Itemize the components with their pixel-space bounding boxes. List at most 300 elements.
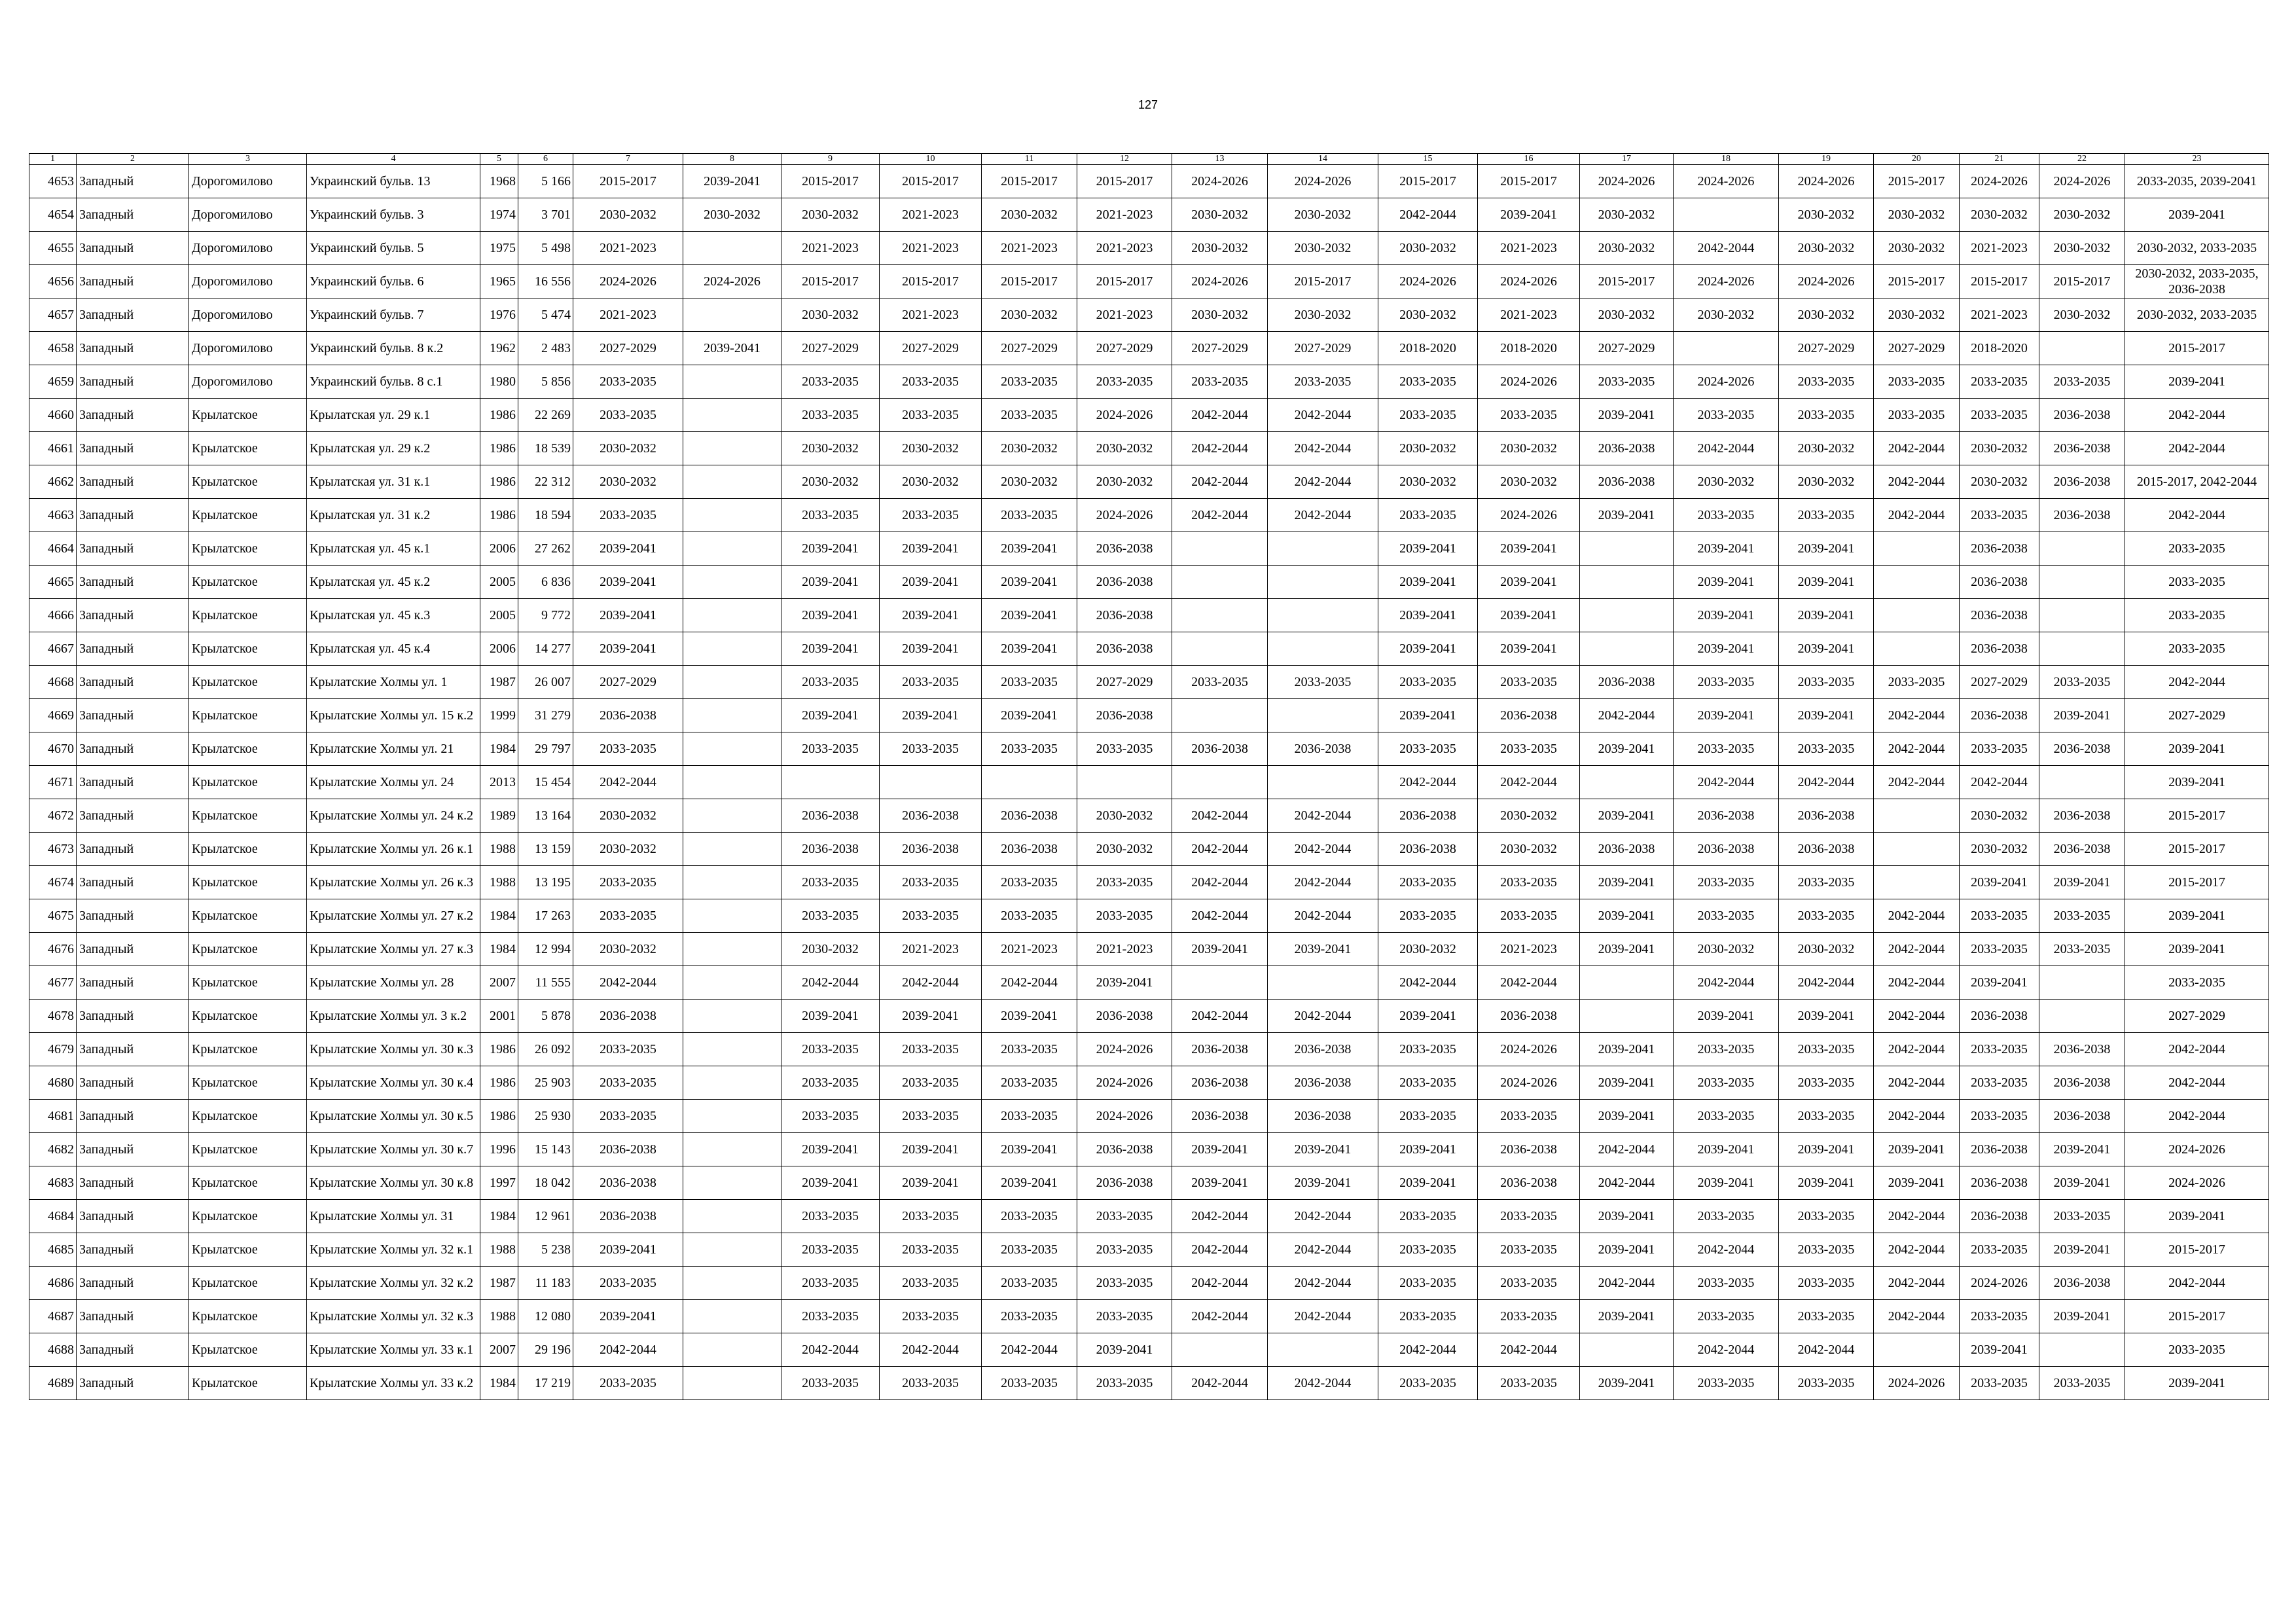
table-cell: Крылатская ул. 31 к.1 [307,465,480,499]
table-cell: 1988 [480,833,518,866]
table-cell: 2033-2035 [982,666,1077,699]
table-cell: 2033-2035 [1077,1367,1172,1400]
table-cell: 2039-2041 [781,1133,880,1166]
table-cell: 2005 [480,566,518,599]
table-cell: 1988 [480,866,518,899]
table-cell: 2027-2029 [781,332,880,365]
table-row [29,632,2269,666]
table-cell: 5 474 [518,298,573,332]
table-cell: 2030-2032 [982,198,1077,232]
table-cell: 2033-2035 [1779,365,1874,399]
column-number-cell: 4 [307,154,480,165]
table-cell: 1986 [480,465,518,499]
table-cell: 1999 [480,699,518,732]
table-cell: Крылатское [189,1000,307,1033]
table-cell: 2033-2035 [880,1267,982,1300]
table-cell: 12 961 [518,1200,573,1233]
table-cell [1172,599,1268,632]
table-cell: 2021-2023 [880,198,982,232]
table-cell: 2033-2035 [1674,666,1779,699]
table-cell: 2039-2041 [1674,699,1779,732]
table-cell: 2033-2035 [1779,399,1874,432]
table-cell: Крылатское [189,699,307,732]
column-number-cell: 13 [1172,154,1268,165]
table-cell: 2036-2038 [1268,732,1378,766]
table-cell: 2042-2044 [1874,1000,1960,1033]
table-cell: 2033-2035 [1674,1100,1779,1133]
table-cell: 2027-2029 [2125,699,2269,732]
table-cell: 2033-2035 [982,1066,1077,1100]
table-cell: Крылатские Холмы ул. 33 к.1 [307,1333,480,1367]
table-cell: 2036-2038 [1779,799,1874,833]
table-cell: 1987 [480,1267,518,1300]
table-row [29,432,2269,465]
table-cell: 2033-2035 [1674,1367,1779,1400]
column-number-header [29,154,2269,165]
table-cell: 2036-2038 [2039,1100,2125,1133]
table-cell: 2033-2035 [1779,1233,1874,1267]
table-cell: 1986 [480,1066,518,1100]
table-cell: 2039-2041 [1580,499,1674,532]
table-cell: 2033-2035 [781,1367,880,1400]
table-cell: 2042-2044 [1378,1333,1478,1367]
table-cell: Крылатские Холмы ул. 26 к.1 [307,833,480,866]
table-cell: 2015-2017 [781,265,880,298]
table-cell: 2024-2026 [1378,265,1478,298]
table-cell: 2042-2044 [1268,866,1378,899]
table-cell: 2033-2035 [1779,732,1874,766]
table-cell: 2030-2032 [1077,432,1172,465]
table-cell: 26 092 [518,1033,573,1066]
table-cell: 2021-2023 [1478,232,1580,265]
table-cell: 2021-2023 [781,232,880,265]
table-cell: 4688 [29,1333,77,1367]
table-cell: 1984 [480,1200,518,1233]
table-cell: 2042-2044 [1874,966,1960,1000]
table-cell: 2033-2035 [1779,1300,1874,1333]
table-cell: 2033-2035 [1077,1267,1172,1300]
table-cell: 2036-2038 [982,799,1077,833]
table-cell: 2033-2035 [573,732,683,766]
table-cell: 2033-2035 [573,499,683,532]
table-row [29,732,2269,766]
table-cell: Крылатское [189,732,307,766]
table-cell: 2033-2035 [982,1367,1077,1400]
table-cell [683,966,781,1000]
table-cell: 2030-2032 [1580,198,1674,232]
table-cell: 2033-2035 [1077,1200,1172,1233]
table-cell: 2036-2038 [1378,833,1478,866]
column-number-cell: 17 [1580,154,1674,165]
table-cell: 2039-2041 [2125,1200,2269,1233]
table-cell: 2033-2035 [982,1200,1077,1233]
table-cell: Западный [77,432,189,465]
table-cell: 2033-2035 [573,1267,683,1300]
table-cell: 2033-2035 [781,1233,880,1267]
schedule-table [29,153,2269,1400]
table-cell: 2024-2026 [1674,165,1779,198]
table-cell: 2042-2044 [1172,1233,1268,1267]
table-cell: 2033-2035 [982,899,1077,933]
table-cell: 2033-2035 [1960,1066,2039,1100]
table-cell: Крылатское [189,1133,307,1166]
table-cell: 2033-2035 [573,899,683,933]
table-cell: 2036-2038 [1077,599,1172,632]
table-cell: 1986 [480,1033,518,1066]
table-cell: 29 196 [518,1333,573,1367]
table-cell: 2039-2041 [2039,1300,2125,1333]
table-cell: 2039-2041 [1378,1133,1478,1166]
table-row [29,566,2269,599]
table-cell: 1986 [480,432,518,465]
table-cell: 2033-2035 [982,1100,1077,1133]
table-cell: Украинский бульв. 5 [307,232,480,265]
table-cell: 2021-2023 [1478,933,1580,966]
table-cell: 2042-2044 [1268,499,1378,532]
table-cell: 2042-2044 [1172,432,1268,465]
table-cell: 2039-2041 [2039,1166,2125,1200]
table-cell: 2024-2026 [1779,165,1874,198]
table-cell: 2039-2041 [1478,532,1580,566]
table-cell: 2039-2041 [2125,1367,2269,1400]
table-cell: Западный [77,499,189,532]
table-cell: 2036-2038 [573,1133,683,1166]
table-cell: 2027-2029 [573,666,683,699]
table-cell [683,465,781,499]
table-cell [683,699,781,732]
table-cell: 2024-2026 [1874,1367,1960,1400]
table-cell: 2033-2035 [1378,1200,1478,1233]
table-cell: Дорогомилово [189,365,307,399]
table-cell: 2033-2035 [2039,899,2125,933]
table-cell: 2042-2044 [1674,1333,1779,1367]
table-cell: Крылатские Холмы ул. 24 к.2 [307,799,480,833]
table-cell: 2039-2041 [1960,966,2039,1000]
table-cell: 2030-2032 [1268,298,1378,332]
table-cell: 13 164 [518,799,573,833]
table-cell: 2042-2044 [1268,1300,1378,1333]
table-cell: 2033-2035 [2125,532,2269,566]
table-cell: 2039-2041 [1172,1166,1268,1200]
table-cell [880,766,982,799]
table-cell [2039,566,2125,599]
table-cell: 2030-2032 [1960,833,2039,866]
table-row [29,1367,2269,1400]
table-row [29,1200,2269,1233]
table-cell: 2033-2035 [1779,1066,1874,1100]
table-cell: 2042-2044 [2125,432,2269,465]
table-cell: 2039-2041 [1960,1333,2039,1367]
table-cell: 2036-2038 [1077,566,1172,599]
table-cell: Крылатское [189,666,307,699]
table-cell: 17 219 [518,1367,573,1400]
table-cell: 2033-2035 [880,1233,982,1267]
table-cell: 2033-2035 [1077,365,1172,399]
table-cell: 2027-2029 [1874,332,1960,365]
table-cell: 2030-2032 [982,432,1077,465]
table-cell: Западный [77,165,189,198]
column-number-cell: 8 [683,154,781,165]
table-cell: Западный [77,1367,189,1400]
column-number-cell: 6 [518,154,573,165]
table-cell: 2039-2041 [982,1166,1077,1200]
table-cell: Западный [77,1000,189,1033]
table-cell: 2033-2035 [1077,1300,1172,1333]
table-cell: 2042-2044 [1378,198,1478,232]
column-number-cell: 9 [781,154,880,165]
table-cell: 18 594 [518,499,573,532]
table-cell: 2024-2026 [573,265,683,298]
table-cell [683,1200,781,1233]
table-cell: 2042-2044 [1874,899,1960,933]
table-cell: 2033-2035 [1674,732,1779,766]
table-cell: 2033-2035 [880,899,982,933]
table-cell: 2024-2026 [1268,165,1378,198]
table-cell: 2042-2044 [781,1333,880,1367]
table-cell: 2030-2032 [1779,465,1874,499]
table-cell: 2030-2032 [1874,232,1960,265]
table-cell [2039,1000,2125,1033]
table-cell: 2042-2044 [2125,1267,2269,1300]
table-cell: 2039-2041 [2125,365,2269,399]
table-cell: Крылатская ул. 29 к.1 [307,399,480,432]
table-cell: 2039-2041 [573,1233,683,1267]
table-cell: 2033-2035 [781,666,880,699]
table-cell: 4655 [29,232,77,265]
table-cell: 2033-2035 [781,1100,880,1133]
table-cell: 2015-2017 [1960,265,2039,298]
table-cell: 2042-2044 [1874,465,1960,499]
table-cell: Крылатские Холмы ул. 27 к.3 [307,933,480,966]
table-cell: 2033-2035 [2125,1333,2269,1367]
table-cell: 2015-2017 [2125,833,2269,866]
table-cell [683,732,781,766]
table-cell: 2036-2038 [1779,833,1874,866]
table-cell: 2033-2035 [2125,966,2269,1000]
table-cell: Крылатское [189,1200,307,1233]
table-cell: 2036-2038 [573,1166,683,1200]
table-cell: Дорогомилово [189,298,307,332]
table-row [29,966,2269,1000]
table-cell: 2007 [480,1333,518,1367]
table-cell: 2039-2041 [1580,1233,1674,1267]
table-cell: 2030-2032, 2033-2035, 2036-2038 [2125,265,2269,298]
table-cell: 2033-2035 [880,499,982,532]
table-cell: 2033-2035 [1674,866,1779,899]
table-cell: Крылатское [189,532,307,566]
table-cell: 2039-2041 [1580,866,1674,899]
table-cell: 2033-2035 [1960,399,2039,432]
table-cell: 2039-2041 [2125,933,2269,966]
table-cell: Украинский бульв. 13 [307,165,480,198]
table-cell: 2015-2017 [982,265,1077,298]
table-cell: 2033-2035 [781,866,880,899]
table-cell: Западный [77,298,189,332]
table-row [29,933,2269,966]
table-cell: Крылатское [189,1300,307,1333]
table-cell: 2027-2029 [1779,332,1874,365]
table-cell: 2033-2035 [1779,1367,1874,1400]
table-cell [1172,766,1268,799]
table-cell: 2042-2044 [1779,966,1874,1000]
table-cell: 2030-2032 [1172,298,1268,332]
table-cell: 3 701 [518,198,573,232]
table-cell: 2036-2038 [982,833,1077,866]
table-cell: 2039-2041 [2125,766,2269,799]
table-cell: 16 556 [518,265,573,298]
table-cell: 2042-2044 [573,1333,683,1367]
table-cell: 2015-2017 [2125,1300,2269,1333]
table-cell: 4661 [29,432,77,465]
table-cell: Западный [77,799,189,833]
table-cell: 2036-2038 [1674,799,1779,833]
table-cell: 2033-2035 [1478,666,1580,699]
table-cell [683,365,781,399]
table-cell: 2042-2044 [1874,1033,1960,1066]
table-cell: 2015-2017 [573,165,683,198]
table-cell: 2033-2035 [982,1233,1077,1267]
table-cell: 2033-2035 [2125,566,2269,599]
table-cell: 2039-2041 [880,632,982,666]
table-cell: Украинский бульв. 3 [307,198,480,232]
table-cell: 2036-2038 [1960,599,2039,632]
table-cell: 2030-2032 [1960,198,2039,232]
table-cell: 2042-2044 [1268,399,1378,432]
table-cell: Крылатское [189,866,307,899]
table-cell: 2030-2032 [982,298,1077,332]
table-cell [1874,799,1960,833]
table-cell: 5 856 [518,365,573,399]
table-cell: 2024-2026 [1077,1100,1172,1133]
column-number-cell: 22 [2039,154,2125,165]
table-cell: 2033-2035 [573,365,683,399]
table-cell: 2024-2026 [1478,1033,1580,1066]
table-cell: 2042-2044 [1674,432,1779,465]
table-cell: 2033-2035 [1268,666,1378,699]
table-cell: 2013 [480,766,518,799]
table-cell: 2033-2035 [1779,1200,1874,1233]
table-cell: 2033-2035 [1779,499,1874,532]
table-cell [2039,599,2125,632]
table-cell: 2033-2035 [1478,1300,1580,1333]
table-cell: 2033-2035 [982,399,1077,432]
table-cell: 2036-2038 [880,833,982,866]
column-number-cell: 3 [189,154,307,165]
table-cell: 2036-2038 [1960,699,2039,732]
table-cell: Украинский бульв. 8 с.1 [307,365,480,399]
table-cell: 4682 [29,1133,77,1166]
table-cell: 2033-2035 [781,899,880,933]
table-cell: 1987 [480,666,518,699]
table-cell: 2033-2035 [1478,1367,1580,1400]
table-cell: 2015-2017 [1874,265,1960,298]
table-cell: Крылатские Холмы ул. 32 к.1 [307,1233,480,1267]
table-cell: 2024-2026 [1172,265,1268,298]
table-cell: 2033-2035 [573,1100,683,1133]
table-cell: 4668 [29,666,77,699]
table-cell: 15 143 [518,1133,573,1166]
table-cell: 2036-2038 [781,833,880,866]
table-cell: 4666 [29,599,77,632]
table-row [29,332,2269,365]
table-cell: 2039-2041 [1268,933,1378,966]
column-number-cell: 21 [1960,154,2039,165]
table-cell: 2015-2017, 2042-2044 [2125,465,2269,499]
table-cell: 2036-2038 [1478,1000,1580,1033]
table-cell: 2042-2044 [1874,1100,1960,1133]
table-cell: 2036-2038 [1580,833,1674,866]
table-cell: 2036-2038 [1172,1100,1268,1133]
table-cell: 2030-2032 [1960,432,2039,465]
table-cell: Западный [77,666,189,699]
table-cell: 2030-2032 [1779,198,1874,232]
table-cell: 2030-2032 [2039,198,2125,232]
table-cell: 4669 [29,699,77,732]
table-cell: 2036-2038 [2039,465,2125,499]
table-cell: Крылатские Холмы ул. 30 к.4 [307,1066,480,1100]
table-cell: 2033-2035 [1172,666,1268,699]
table-cell [683,532,781,566]
table-cell [1580,566,1674,599]
table-cell: 2030-2032 [1674,465,1779,499]
table-row [29,1166,2269,1200]
table-cell: 2033-2035 [1077,899,1172,933]
table-row [29,699,2269,732]
table-cell: 22 312 [518,465,573,499]
table-cell: 2027-2029 [1077,666,1172,699]
table-cell: 4672 [29,799,77,833]
table-cell: 1986 [480,1100,518,1133]
table-cell: 2039-2041 [1674,566,1779,599]
table-cell: 2033-2035 [1378,732,1478,766]
table-cell: 4677 [29,966,77,1000]
table-row [29,1066,2269,1100]
table-cell: 2030-2032 [1960,799,2039,833]
table-cell: 2033-2035 [1478,1200,1580,1233]
table-cell: 2042-2044 [1674,766,1779,799]
table-cell: 2042-2044 [1674,966,1779,1000]
table-cell: 2039-2041 [2125,732,2269,766]
table-cell: 2015-2017 [1077,165,1172,198]
table-cell: 2033-2035 [1077,866,1172,899]
table-cell: 2039-2041 [781,1166,880,1200]
table-cell: 2015-2017 [1580,265,1674,298]
table-cell: 2030-2032 [1874,298,1960,332]
table-cell [1580,766,1674,799]
table-cell: 2015-2017 [1378,165,1478,198]
table-cell: 2021-2023 [1077,298,1172,332]
table-cell: 2039-2041 [1580,1367,1674,1400]
column-number-cell: 14 [1268,154,1378,165]
table-cell: 2033-2035 [1478,899,1580,933]
table-cell: 2015-2017 [880,265,982,298]
table-cell [1268,699,1378,732]
table-cell: 2021-2023 [982,232,1077,265]
table-cell: 2039-2041 [781,1000,880,1033]
table-cell: Крылатская ул. 45 к.3 [307,599,480,632]
table-row [29,298,2269,332]
table-cell: Крылатское [189,966,307,1000]
table-cell: 2033-2035 [880,1200,982,1233]
table-cell: 2033-2035 [781,365,880,399]
table-cell: 2024-2026 [2039,165,2125,198]
table-cell: 15 454 [518,766,573,799]
table-cell: 2033-2035 [880,1367,982,1400]
table-row [29,365,2269,399]
table-cell: 2015-2017 [1478,165,1580,198]
table-cell: 2033-2035 [1960,1300,2039,1333]
table-cell: 2036-2038 [1960,1000,2039,1033]
